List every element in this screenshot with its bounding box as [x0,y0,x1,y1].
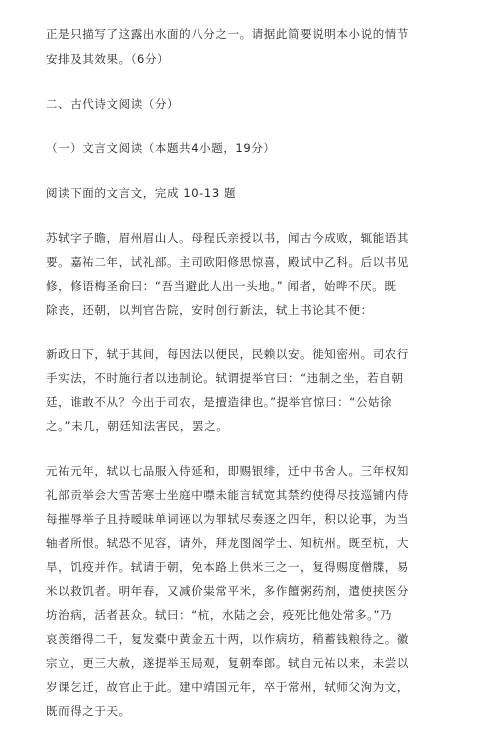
reading-instruction: 阅读下面的文言文，完成 10-13 题 [46,186,237,200]
passage-line: 岁课乞迁，故官止于此。建中靖国元年，卒于常州，轼师父洵为文， [46,680,409,694]
passage-line: 要。嘉祐二年，试礼部。主司欧阳修思惊喜，殿试中乙科。后以书见 [46,255,409,269]
passage-line: 轴者所恨。轼恐不见容，请外，拜龙图阁学士、知杭州。既至杭，大 [46,536,409,550]
passage-line: 旱，饥疫并作。轼请于朝，免本路上供米三之一，复得赐度僧牒，易 [46,560,409,574]
passage-line: 之。”未几，朝廷知法害民，罢之。 [46,419,229,433]
passage-line: 廷，谁敢不从？今出于司农，是擅造律也。”提举官惊曰：“公姑徐 [46,395,393,409]
passage-line: 礼部贡举会大雪苦寒士坐庭中噤未能言轼宽其禁约使得尽技巡铺内侍 [46,488,409,502]
passage-line: 元祐元年，轼以七品服入侍延和，即赐银绯，迁中书舍人。三年权知 [46,464,409,478]
question-line-2: 安排及其效果。（6分） [46,52,170,66]
passage-line: 米以救饥者。明年春，又减价粜常平米，多作饘粥药剂，遣使挟医分 [46,584,409,598]
passage-line: 新政日下，轼于其间，每因法以便民，民赖以安。徙知密州。司农行 [46,347,409,361]
passage-line: 坊治病，活者甚众。轼曰：“杭，水陆之会，疫死比他处常多。”乃 [46,608,393,622]
passage-line: 既而得之于天。 [46,704,131,718]
passage-line: 苏轼字子瞻，眉州眉山人。母程氏亲授以书，闻古今成败，辄能语其 [46,231,409,245]
passage-line: 每摧辱举子且持暧昧单词诬以为罪轼尽奏逐之四年，积以论事，为当 [46,512,409,526]
question-line-1: 正是只描写了这露出水面的八分之一。请据此简要说明本小说的情节 [46,27,409,41]
passage-line: 哀羡缗得二千，复发橐中黄金五十两，以作病坊，稍蓄钱粮待之。徽 [46,632,409,646]
passage-line: 宗立，更三大赦，遂提举玉局观，复朝奉郎。轼自元祐以来，未尝以 [46,656,409,670]
passage-line: 修，修语梅圣俞曰：“吾当避此人出一头地。” 闻者，始哗不厌。既 [46,279,397,293]
passage-line: 手实法，不时施行者以违制论。轼谓提举官曰：“违制之坐，若自朝 [46,371,404,385]
section-heading: 二、古代诗文阅读（分） [46,97,180,111]
passage-line: 除丧，还朝，以判官告院，安时创行新法，轼上书论其不便： [46,303,373,317]
subsection-heading: （一）文言文阅读（本题共4小题，19分） [46,141,276,155]
